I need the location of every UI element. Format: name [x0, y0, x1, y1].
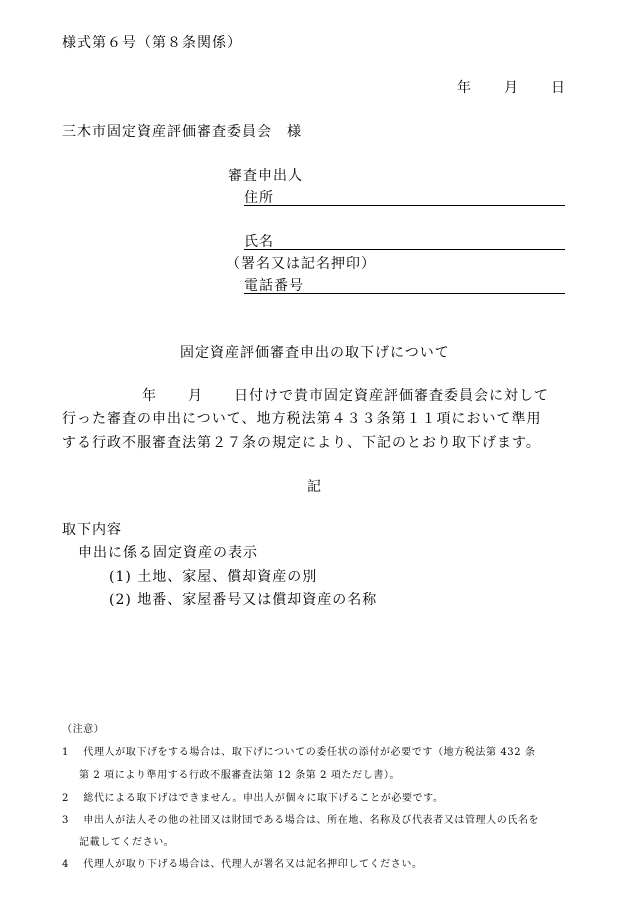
note-4: 4 代理人が取り下げる場合は、代理人が署名又は記名押印してください。: [62, 859, 423, 870]
note-1-line-2: 第 2 項により準用する行政不服審査法第 12 条第 2 項ただし書）。: [79, 770, 401, 781]
name-line[interactable]: [244, 249, 565, 250]
contents-subheading: 申出に係る固定資産の表示: [78, 545, 258, 561]
addressee: 三木市固定資産評価審査委員会 様: [62, 124, 302, 140]
date-month-label: 月: [504, 80, 519, 96]
signature-note: （署名又は記名押印）: [226, 256, 376, 272]
ki-mark: 記: [307, 479, 322, 495]
applicant-heading: 審査申出人: [228, 168, 303, 184]
contents-item-1: (1) 土地、家屋、償却資産の別: [109, 569, 318, 585]
notes-heading: （注意）: [62, 724, 105, 735]
note-2: 2 総代による取下げはできません。申出人が個々に取下げることが必要です。: [62, 793, 444, 804]
address-line[interactable]: [244, 205, 565, 206]
body-line-2: 行った審査の申出について、地方税法第４３３条第１１項において準用: [62, 411, 542, 427]
name-label: 氏名: [244, 234, 274, 250]
document-title: 固定資産評価審査申出の取下げについて: [180, 345, 450, 361]
phone-label: 電話番号: [244, 278, 304, 294]
body-year: 年: [142, 388, 157, 404]
date-year-label: 年: [457, 80, 472, 96]
contents-heading: 取下内容: [62, 522, 122, 538]
body-line-3: する行政不服審査法第２７条の規定により、下記のとおり取下げます。: [62, 435, 541, 451]
note-1-line-1: 1 代理人が取下げをする場合は、取下げについての委任状の添付が必要です（地方税法第 432 条: [62, 747, 536, 758]
body-line-1: 日付けで貴市固定資産評価審査委員会に対して: [234, 388, 549, 404]
phone-line[interactable]: [244, 293, 565, 294]
body-month: 月: [188, 388, 203, 404]
contents-item-2: (2) 地番、家屋番号又は償却資産の名称: [109, 592, 378, 608]
note-3-line-2: 記載してください。: [79, 837, 175, 848]
address-label: 住所: [244, 190, 274, 206]
form-number: 様式第６号（第８条関係）: [62, 35, 242, 51]
note-3-line-1: 3 申出人が法人その他の社団又は財団である場合は、所在地、名称及び代表者又は管理人の氏名を: [62, 815, 540, 826]
date-day-label: 日: [551, 80, 566, 96]
